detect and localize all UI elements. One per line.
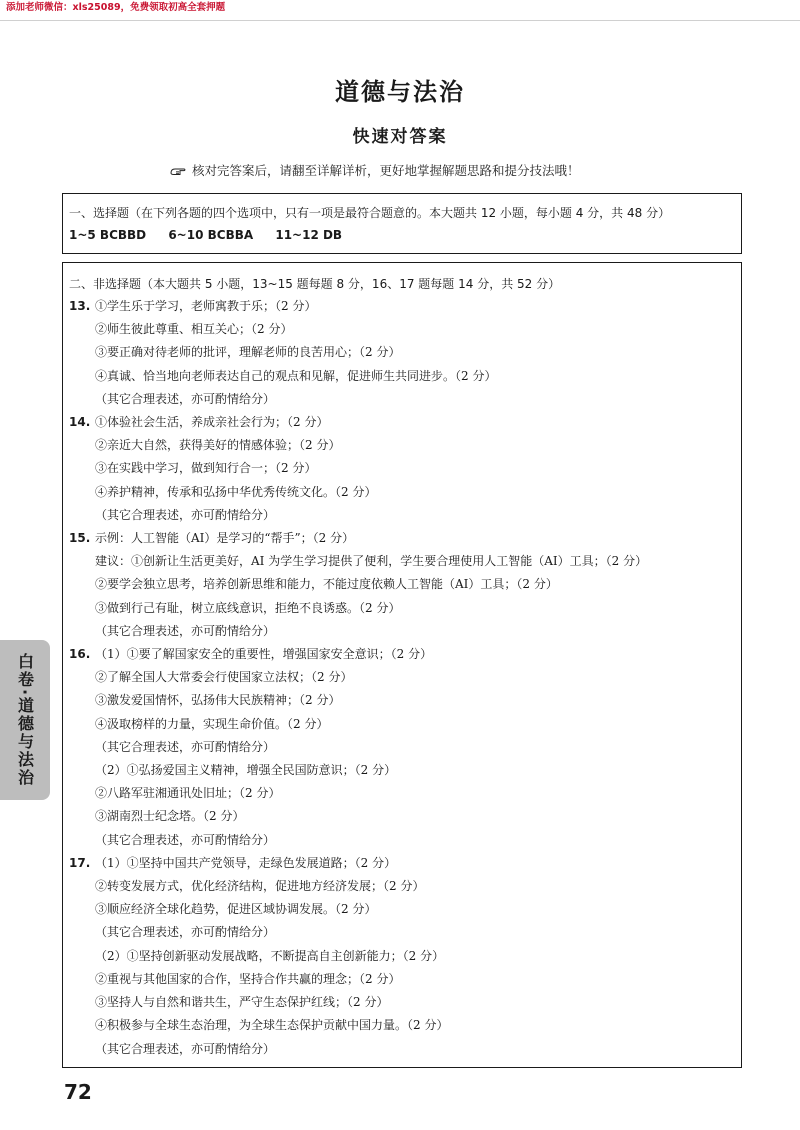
answer-line: 16. （1）①要了解国家安全的重要性，增强国家安全意识；（2 分）	[69, 643, 741, 666]
watermark-banner: 添加老师微信：xls25089，免费领取初高全套押题	[0, 0, 231, 16]
answer-line: 14. ①体验社会生活，养成亲社会行为；（2 分）	[69, 411, 741, 434]
answer-line: （其它合理表述，亦可酌情给分）	[95, 832, 276, 847]
choice-answers	[69, 224, 741, 246]
answer-line: ②转变发展方式，优化经济结构，促进地方经济发展；（2 分）	[95, 879, 425, 894]
answer-line: 13. ①学生乐于学习，老师寓教于乐；（2 分）	[69, 295, 741, 318]
answer-line: ③在实践中学习，做到知行合一；（2 分）	[95, 461, 317, 476]
pointing-hand-icon	[170, 164, 188, 176]
answer-line: ②八路军驻湘通讯处旧址；（2 分）	[95, 786, 281, 801]
top-divider	[0, 20, 800, 21]
answer-line: ②师生彼此尊重、相互关心；（2 分）	[95, 322, 293, 337]
answer-line: （2）①弘扬爱国主义精神，增强全民国防意识；（2 分）	[95, 763, 397, 778]
answer-line: （其它合理表述，亦可酌情给分）	[95, 507, 276, 522]
answer-line: ④养护精神，传承和弘扬中华优秀传统文化。（2 分）	[95, 484, 377, 499]
answer-line: （其它合理表述，亦可酌情给分）	[95, 623, 276, 638]
answer-line: 17. （1）①坚持中国共产党领导，走绿色发展道路；（2 分）	[69, 852, 741, 875]
answer-line: ③坚持人与自然和谐共生，严守生态保护红线；（2 分）	[95, 995, 389, 1010]
question-number: 17.	[69, 855, 91, 870]
answer-line: ②了解全国人大常委会行使国家立法权；（2 分）	[95, 670, 353, 685]
page-subtitle: 快速对答案	[352, 127, 448, 147]
answer-line: ④积极参与全球生态治理，为全球生态保护贡献中国力量。（2 分）	[95, 1018, 449, 1033]
question-number: 14.	[69, 415, 91, 430]
side-tab-label: 白卷·道德与法治	[15, 652, 35, 788]
page-number: 72	[64, 1080, 92, 1104]
answer-line: ③顺应经济全球化趋势，促进区域协调发展。（2 分）	[95, 902, 377, 917]
answer-line: （其它合理表述，亦可酌情给分）	[95, 391, 276, 406]
answer-line: ④真诚、恰当地向老师表达自己的观点和见解，促进师生共同进步。（2 分）	[95, 368, 497, 383]
answer-line: 建议：①创新让生活更美好，AI 为学生学习提供了便利，学生要合理使用人工智能（AI）工具；（2 分）	[95, 554, 648, 569]
answer-line: ③要正确对待老师的批评，理解老师的良苦用心；（2 分）	[95, 345, 401, 360]
answer-line: （2）①坚持创新驱动发展战略，不断提高自主创新能力；（2 分）	[95, 948, 445, 963]
answer-group: 1~5 BCBBD	[69, 228, 147, 242]
answer-line: 15. 示例：人工智能（AI）是学习的“帮手”；（2 分）	[69, 527, 741, 550]
answer-line: （其它合理表述，亦可酌情给分）	[95, 1041, 276, 1056]
answer-group: 11~12 DB	[275, 228, 343, 242]
question-number: 16.	[69, 647, 91, 662]
answer-group: 6~10 BCBBA	[168, 228, 254, 242]
instruction-note	[170, 161, 580, 179]
answer-line: ②亲近大自然，获得美好的情感体验；（2 分）	[95, 438, 341, 453]
answer-line: ③湖南烈士纪念塔。（2 分）	[95, 809, 245, 824]
answer-line: ②要学会独立思考，培养创新思维和能力，不能过度依赖人工智能（AI）工具；（2 分）	[95, 577, 558, 592]
answer-line: ③做到行己有耻，树立底线意识，拒绝不良诱惑。（2 分）	[95, 600, 401, 615]
question-number: 13.	[69, 299, 91, 313]
page-title: 道德与法治	[335, 78, 465, 106]
section-choice	[62, 193, 742, 254]
answer-line: ③激发爱国情怀，弘扬伟大民族精神；（2 分）	[95, 693, 341, 708]
section-nonchoice	[62, 262, 742, 1068]
section-choice-heading: 一、选择题（在下列各题的四个选项中，只有一项是最符合题意的。本大题共 12 小题，每小题 4 分，共 48 分）	[69, 206, 671, 220]
answer-line: ④汲取榜样的力量，实现生命价值。（2 分）	[95, 716, 329, 731]
question-number: 15.	[69, 531, 91, 546]
answer-line: （其它合理表述，亦可酌情给分）	[95, 739, 276, 754]
instruction-note-text: 核对完答案后，请翻至详解详析，更好地掌握解题思路和提分技法哦！	[192, 163, 580, 178]
section-nonchoice-heading: 二、非选择题（本大题共 5 小题，13~15 题每题 8 分，16、17 题每题 14 分，共 52 分）	[69, 277, 561, 291]
side-tab	[0, 640, 50, 800]
answer-line: （其它合理表述，亦可酌情给分）	[95, 925, 276, 940]
answer-line: ②重视与其他国家的合作，坚持合作共赢的理念；（2 分）	[95, 971, 401, 986]
